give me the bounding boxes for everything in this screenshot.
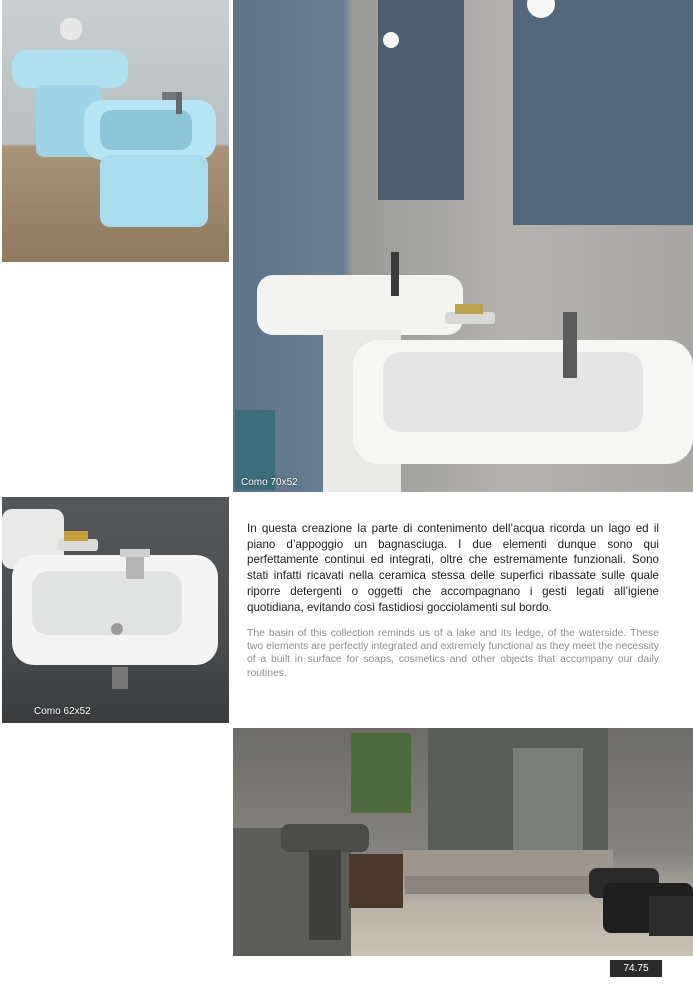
wall-basin-illustration (2, 497, 229, 723)
description-italian: In questa creazione la parte di contenimento dell’acqua ricorda un lago ed il piano d’appoggio un bagnasciuga. I due elementi dunque sono qui perfettamente continui ed integrati, oltre che estremamente funzionali. Sono stati infatti ricavati nella ceramica stessa delle superfici ribassate sulle quale riporre detergenti o oggetti che accompagnano i gesti legati all’igiene quotidiana, evitando così fastidiosi gocciolamenti sul bordo. (247, 522, 659, 614)
bathroom-interior-photo (233, 728, 693, 956)
toilet-bidet-illustration (2, 0, 229, 262)
toilet-bidet-photo (2, 0, 229, 262)
bathroom-interior-illustration (233, 728, 693, 956)
description-english: The basin of this collection reminds us of a lake and its ledge, of the waterside. These two elements are perfectly integrated and extremely functional as they meet the necessity of a built in surface for soaps, cosmetics and other objects that accompany our daily routines. (247, 628, 659, 679)
image-caption: Como 62x52 (34, 706, 91, 717)
washbasins-illustration (233, 0, 693, 492)
image-caption: Como 70x52 (241, 477, 298, 488)
wall-basin-photo (2, 497, 229, 723)
page-number: 74.75 (610, 960, 662, 977)
washbasins-photo (233, 0, 693, 492)
